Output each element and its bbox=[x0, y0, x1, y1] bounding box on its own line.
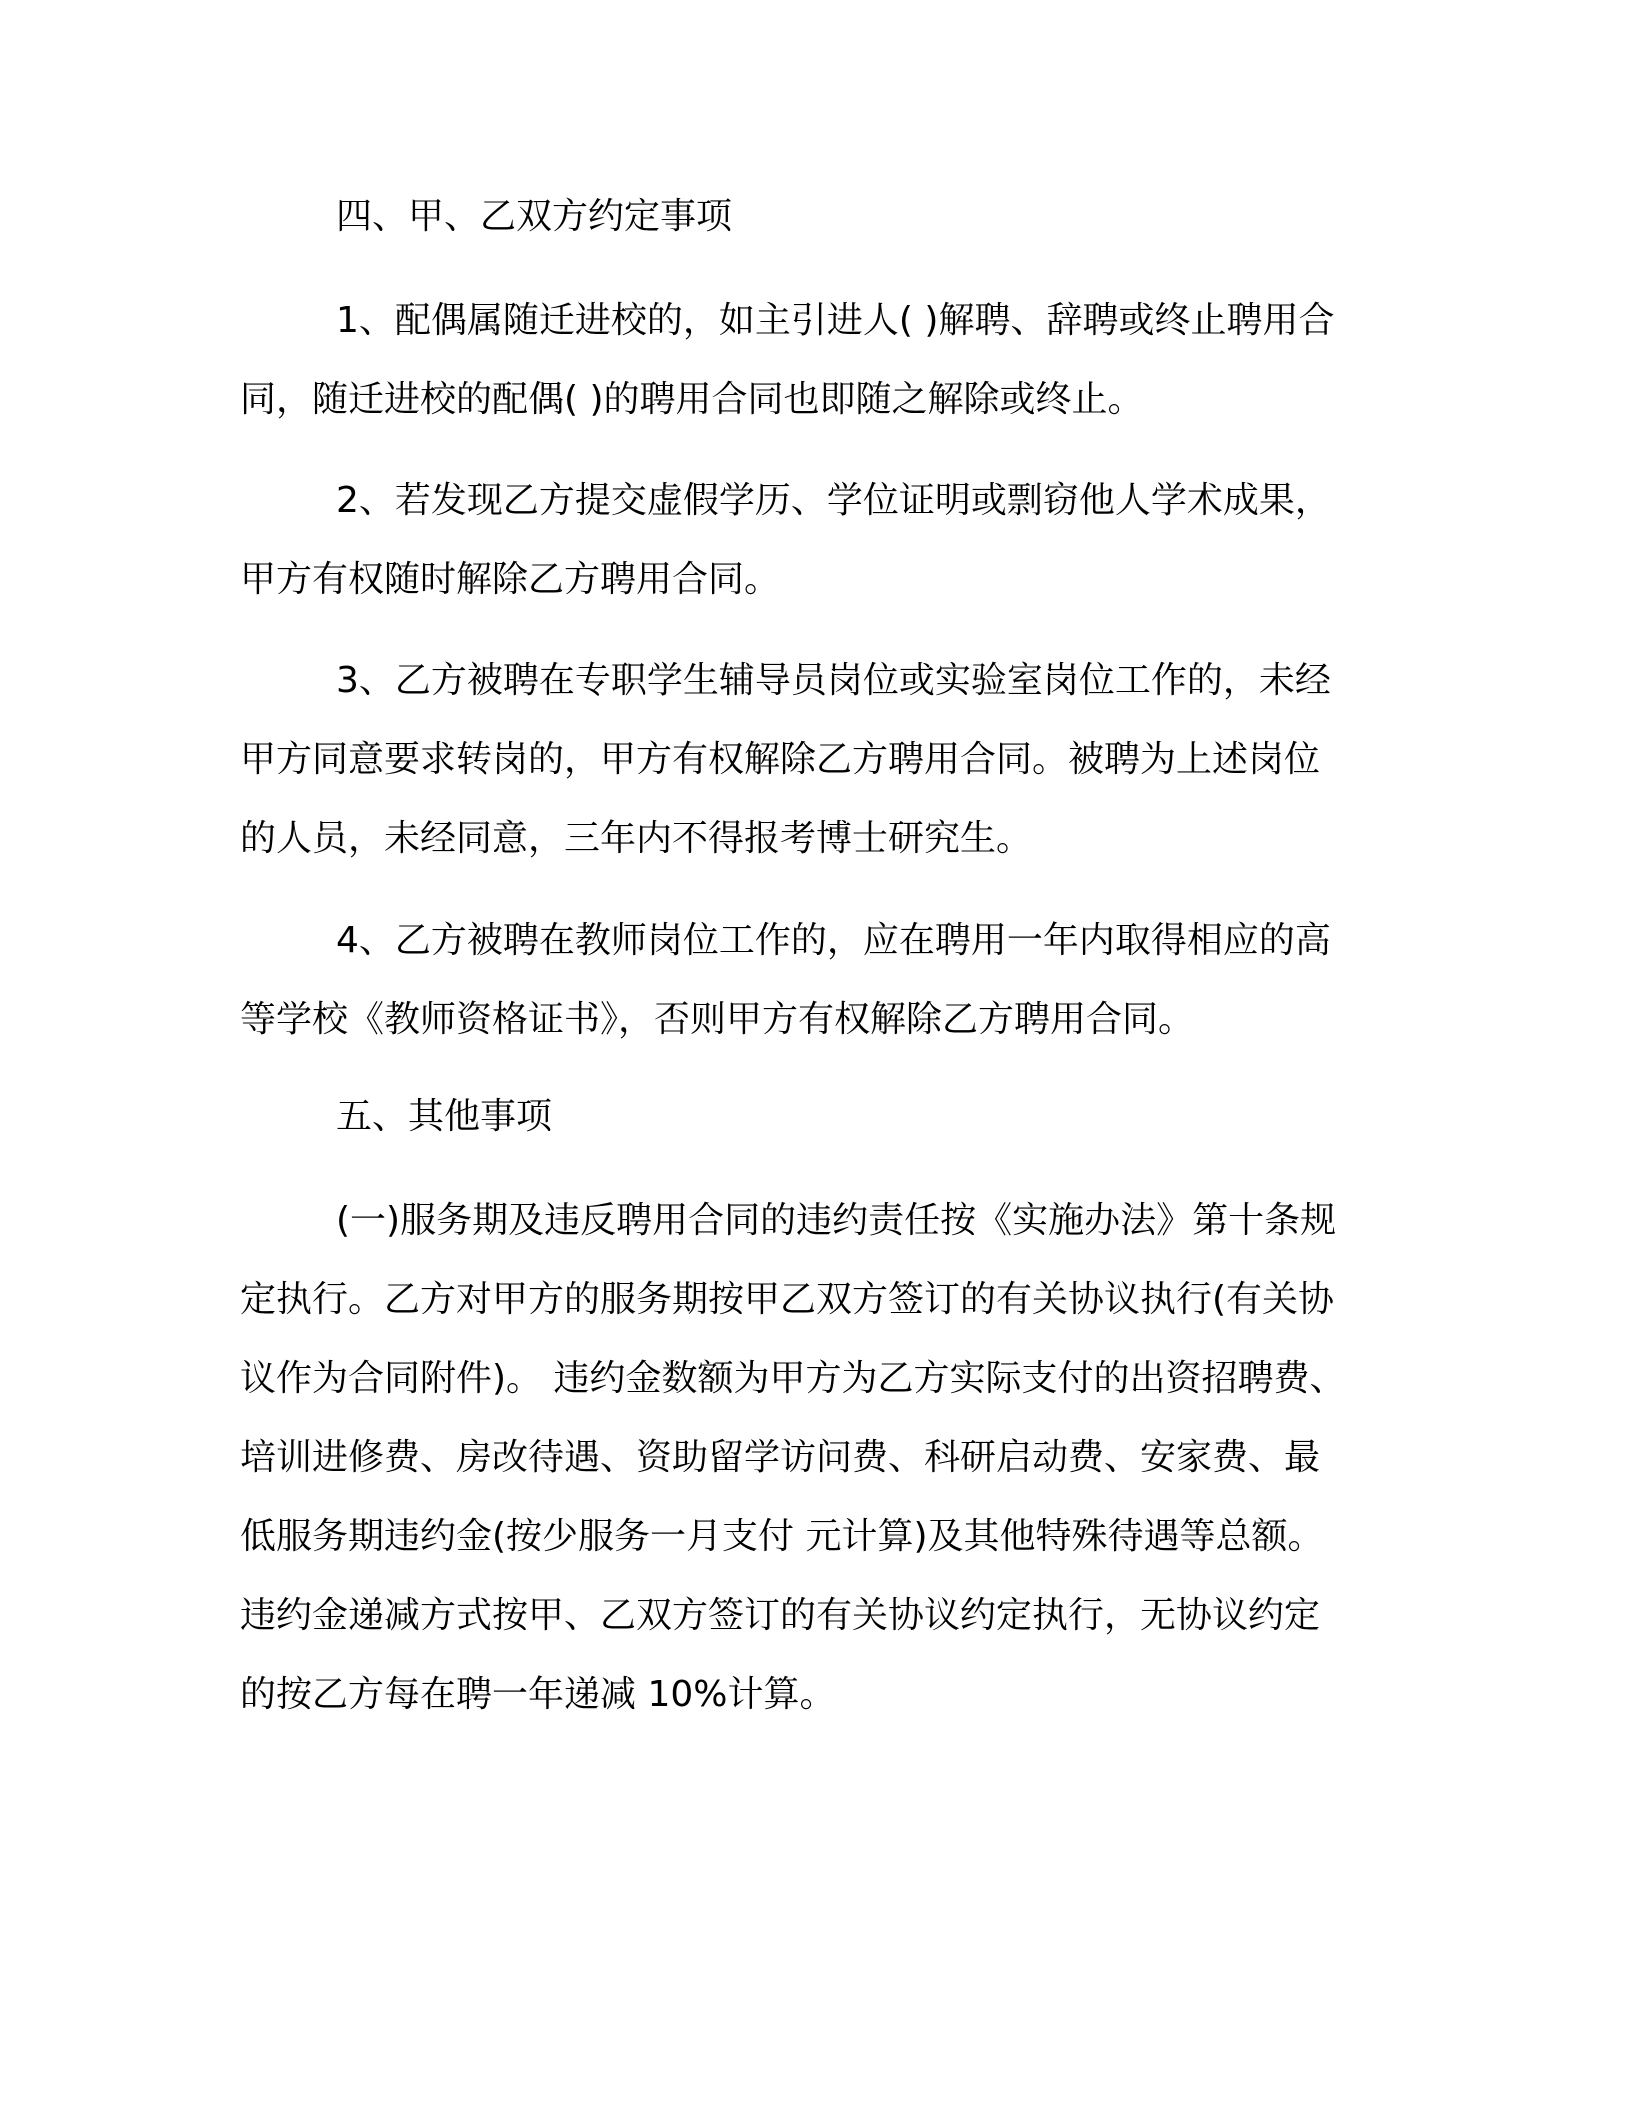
section-4-item-3 bbox=[240, 641, 1370, 878]
section-4-item-2 bbox=[240, 461, 1370, 619]
section-4-item-4-line-1: 4、乙方被聘在教师岗位工作的，应在聘用一年内取得相应的高 bbox=[336, 920, 1331, 961]
section-4-item-3-line-2: 甲方同意要求转岗的，甲方有权解除乙方聘用合同。被聘为上述岗位 bbox=[240, 739, 1321, 780]
section-4-item-4-line-2: 等学校《教师资格证书》，否则甲方有权解除乙方聘用合同。 bbox=[240, 999, 1195, 1040]
section-4-item-1-line-2: 同，随迁进校的配偶( )的聘用合同也即随之解除或终止。 bbox=[240, 379, 1144, 420]
section-5-item-1-line-2: 定执行。乙方对甲方的服务期按甲乙双方签订的有关协议执行(有关协 bbox=[240, 1279, 1335, 1320]
section-5-item-1-line-7: 的按乙方每在聘一年递减 10%计算。 bbox=[240, 1674, 836, 1715]
section-5-item-1-line-4: 培训进修费、房改待遇、资助留学访问费、科研启动费、安家费、最 bbox=[240, 1437, 1321, 1478]
section-4-item-1-line-1: 1、配偶属随迁进校的，如主引进人( )解聘、辞聘或终止聘用合 bbox=[336, 300, 1335, 341]
section-5-item-1-line-1: (一)服务期及违反聘用合同的违约责任按《实施办法》第十条规 bbox=[336, 1200, 1337, 1241]
section-4-item-4 bbox=[240, 901, 1370, 1059]
section-5-heading: 五、其他事项 bbox=[336, 1096, 553, 1137]
section-4-item-1 bbox=[240, 281, 1370, 439]
section-4-item-2-line-2: 甲方有权随时解除乙方聘用合同。 bbox=[240, 559, 781, 600]
section-5-item-1-line-5: 低服务期违约金(按少服务一月支付 元计算)及其他特殊待遇等总额。 bbox=[240, 1516, 1324, 1557]
section-4-heading: 四、甲、乙双方约定事项 bbox=[336, 196, 733, 237]
section-4-heading-block bbox=[240, 197, 1370, 237]
section-4-item-3-line-1: 3、乙方被聘在专职学生辅导员岗位或实验室岗位工作的，未经 bbox=[336, 660, 1331, 701]
section-4-item-2-line-1: 2、若发现乙方提交虚假学历、学位证明或剽窃他人学术成果， bbox=[336, 480, 1331, 521]
section-5-item-1-line-3: 议作为合同附件)。 违约金数额为甲方为乙方实际支付的出资招聘费、 bbox=[240, 1358, 1346, 1399]
section-4-item-3-line-3: 的人员，未经同意，三年内不得报考博士研究生。 bbox=[240, 818, 1033, 859]
section-5-heading-block bbox=[240, 1097, 1370, 1137]
section-5-item-1-line-6: 违约金递减方式按甲、乙双方签订的有关协议约定执行，无协议约定 bbox=[240, 1595, 1321, 1636]
section-5-item-1 bbox=[240, 1181, 1370, 1734]
